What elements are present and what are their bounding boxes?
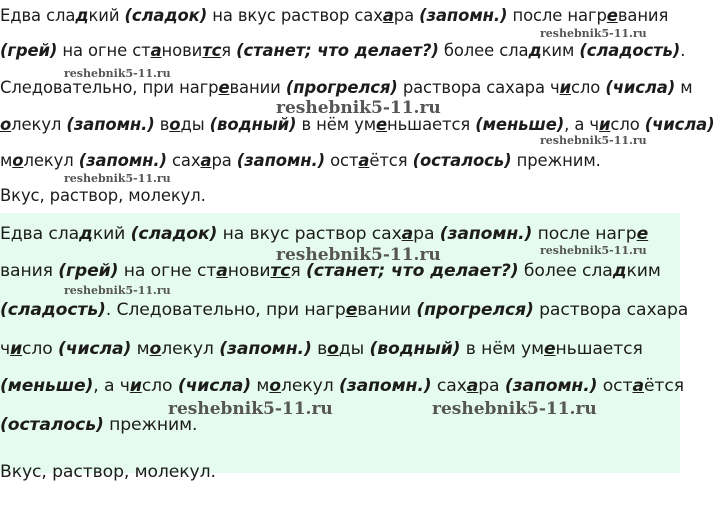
text-run: после нагр: [507, 6, 607, 25]
marked-letter: и: [129, 376, 142, 396]
marked-letter: д: [75, 6, 89, 25]
marked-letter: а: [200, 151, 212, 170]
watermark: reshebnik5-11.ru: [276, 98, 441, 118]
text-run: на вкус раствор сах: [207, 6, 383, 25]
text-run: прежним.: [103, 415, 198, 435]
text-run: сах: [166, 151, 201, 170]
text-run: . Следовательно, при нагр: [105, 300, 346, 320]
text-run: прежним.: [511, 151, 601, 170]
text-run: более сла: [438, 41, 529, 60]
watermark: reshebnik5-11.ru: [64, 284, 171, 297]
marked-letter: о: [169, 115, 181, 134]
hint-word: (числа): [58, 339, 132, 359]
marked-letter: е: [543, 339, 556, 359]
marked-letter: о: [12, 151, 24, 170]
hint-word: (запомн.): [219, 339, 312, 359]
text-run: ким: [541, 41, 580, 60]
text-run: , а ч: [93, 376, 130, 396]
text-run: сло: [22, 339, 59, 359]
text-run: сло: [141, 376, 178, 396]
hint-word: (запомн.): [78, 151, 167, 170]
text-run: сло: [571, 78, 606, 97]
text-line: [0, 376, 684, 396]
text-run: ётся: [369, 151, 413, 170]
hint-word: (грей): [58, 261, 119, 281]
marked-letter: о: [327, 339, 339, 359]
hint-word: (осталось): [0, 415, 104, 435]
marked-letter: д: [612, 261, 627, 281]
text-run: ньшается: [555, 339, 643, 359]
marked-letter: тс: [202, 41, 222, 60]
text-line: [0, 41, 685, 60]
text-run: ньшается: [387, 115, 476, 134]
marked-letter: о: [0, 115, 12, 134]
marked-letter: тс: [270, 261, 291, 281]
text-run: .: [680, 41, 686, 60]
marked-letter: о: [149, 339, 162, 359]
text-run: ды: [180, 115, 210, 134]
hint-word: (меньше): [475, 115, 565, 134]
text-run: м: [675, 78, 693, 97]
text-run: ра: [211, 151, 237, 170]
text-run: раствора сахара: [533, 300, 689, 320]
marked-letter: о: [269, 376, 282, 396]
marked-letter: и: [599, 115, 611, 134]
watermark: reshebnik5-11.ru: [276, 245, 441, 265]
text-line: [0, 224, 648, 244]
text-line: [0, 462, 216, 482]
hint-word: (запомн.): [419, 6, 508, 25]
text-run: ра: [478, 376, 505, 396]
text-block-highlighted: [0, 213, 689, 482]
marked-letter: а: [358, 151, 370, 170]
hint-word: (прогрелся): [285, 78, 398, 97]
text-run: кий: [92, 224, 131, 244]
marked-letter: а: [150, 41, 162, 60]
text-run: , а ч: [564, 115, 600, 134]
marked-letter: и: [10, 339, 23, 359]
marked-letter: а: [216, 261, 228, 281]
text-run: Следовательно, при нагр: [0, 78, 219, 97]
text-run: в нём ум: [460, 339, 544, 359]
text-run: сах: [431, 376, 467, 396]
text-run: в: [154, 115, 170, 134]
text-run: в: [311, 339, 328, 359]
marked-letter: а: [466, 376, 479, 396]
text-line: [0, 151, 601, 170]
marked-letter: а: [632, 376, 644, 396]
hint-word: (запомн.): [236, 151, 325, 170]
text-run: м: [251, 376, 270, 396]
marked-letter: е: [345, 300, 358, 320]
text-run: после нагр: [532, 224, 637, 244]
marked-letter: а: [401, 224, 414, 244]
hint-word: (числа): [605, 78, 676, 97]
text-run: вания: [617, 6, 669, 25]
text-run: м: [131, 339, 150, 359]
text-run: на вкус раствор сах: [217, 224, 402, 244]
text-run: Вкус, раствор, молекул.: [0, 462, 216, 482]
hint-word: (станет; что делает?): [305, 261, 519, 281]
hint-word: (сладок): [124, 6, 208, 25]
text-run: вании: [357, 300, 417, 320]
watermark: reshebnik5-11.ru: [432, 399, 597, 419]
hint-word: (сладость): [0, 300, 106, 320]
text-line: [0, 300, 688, 320]
text-run: Едва сла: [0, 6, 76, 25]
text-run: ч: [0, 339, 11, 359]
hint-word: (водный): [209, 115, 297, 134]
marked-letter: а: [382, 6, 394, 25]
watermark: reshebnik5-11.ru: [168, 399, 333, 419]
text-run: ким: [626, 261, 661, 281]
text-run: я: [290, 261, 306, 281]
text-run: в нём ум: [296, 115, 376, 134]
hint-word: (запомн.): [338, 376, 432, 396]
text-run: лекул: [281, 376, 339, 396]
marked-letter: д: [79, 224, 93, 244]
marked-letter: е: [375, 115, 387, 134]
marked-letter: е: [218, 78, 230, 97]
text-run: м: [0, 151, 13, 170]
hint-word: (осталось): [412, 151, 512, 170]
text-run: ра: [393, 6, 420, 25]
hint-word: (запомн.): [504, 376, 598, 396]
text-run: нови: [161, 41, 203, 60]
text-run: ост: [597, 376, 633, 396]
text-line: [0, 339, 643, 359]
marked-letter: е: [636, 224, 649, 244]
text-run: нови: [227, 261, 271, 281]
hint-word: (меньше): [0, 376, 94, 396]
hint-word: (числа): [177, 376, 252, 396]
hint-word: (запомн.): [66, 115, 155, 134]
hint-word: (прогрелся): [416, 300, 534, 320]
hint-word: (станет; что делает?): [236, 41, 439, 60]
text-run: лекул: [23, 151, 79, 170]
hint-word: (сладость): [579, 41, 681, 60]
text-run: Едва сла: [0, 224, 80, 244]
text-run: кий: [88, 6, 125, 25]
marked-letter: и: [559, 78, 572, 97]
marked-letter: д: [528, 41, 542, 60]
hint-word: (водный): [369, 339, 461, 359]
text-run: на огне ст: [118, 261, 217, 281]
watermark: reshebnik5-11.ru: [64, 67, 171, 80]
hint-word: (сладок): [130, 224, 218, 244]
text-line: [0, 186, 206, 205]
text-run: на огне ст: [57, 41, 151, 60]
text-run: вании: [229, 78, 286, 97]
text-run: ра: [413, 224, 440, 244]
text-run: сло: [610, 115, 645, 134]
watermark: reshebnik5-11.ru: [64, 172, 171, 185]
text-run: Вкус, раствор, молекул.: [0, 186, 206, 205]
text-run: лекул: [11, 115, 67, 134]
watermark: reshebnik5-11.ru: [540, 134, 647, 147]
hint-word: (грей): [0, 41, 58, 60]
text-run: раствора сахара ч: [397, 78, 560, 97]
text-run: более сла: [518, 261, 613, 281]
hint-word: (запомн.): [439, 224, 533, 244]
hint-word: (числа): [644, 115, 715, 134]
text-run: ётся: [643, 376, 684, 396]
watermark: reshebnik5-11.ru: [540, 244, 647, 257]
text-run: ост: [325, 151, 359, 170]
text-run: ды: [338, 339, 370, 359]
text-line: [0, 6, 668, 25]
watermark: reshebnik5-11.ru: [540, 27, 647, 40]
text-line: [0, 78, 693, 97]
text-run: вания: [0, 261, 59, 281]
marked-letter: е: [606, 6, 618, 25]
text-run: лекул: [161, 339, 220, 359]
text-run: я: [221, 41, 237, 60]
text-block-plain: [0, 0, 715, 213]
